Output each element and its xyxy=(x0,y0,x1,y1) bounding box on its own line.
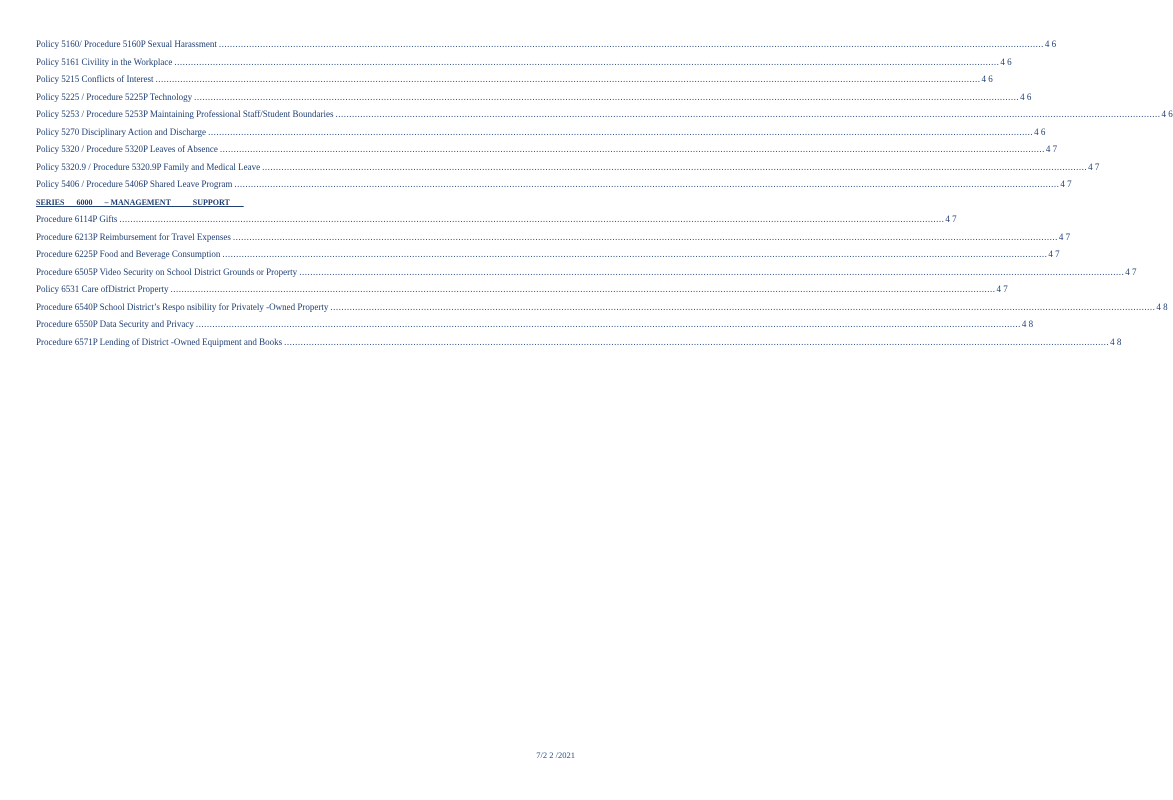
toc-entry[interactable] xyxy=(36,316,1034,334)
toc-entry-page: 4 6 xyxy=(1020,91,1032,102)
toc-entry[interactable] xyxy=(36,176,1072,194)
toc-entry[interactable] xyxy=(36,54,1012,72)
toc-entry-page: 4 7 xyxy=(1088,161,1100,172)
toc-entry-page: 4 7 xyxy=(1045,144,1058,154)
toc-entry-label: Policy 5161 Civility in the Workplace xyxy=(36,56,173,67)
series-heading[interactable]: SERIES 6000 – MANAGEMENT SUPPORT xyxy=(36,197,244,207)
toc-entry-label: Policy 5225 / Procedure 5225P Technology xyxy=(36,91,193,102)
toc-entry-label: Policy 5253 / Procedure 5253P Maintaining Professional Staff/Student Boundaries xyxy=(36,109,334,119)
leader-dots: ............................................................................................................................................................................................................................................................................................................ xyxy=(299,266,1125,277)
toc-entry-page: 4 7 xyxy=(1048,249,1060,259)
leader-dots: ............................................................................................................................................................................................................................................................................................................ xyxy=(335,109,1161,119)
toc-entry-label: Policy 5160/ Procedure 5160P Sexual Harassment xyxy=(36,39,217,49)
toc-entry-page: 4 6 xyxy=(1161,109,1173,119)
toc-entry[interactable] xyxy=(36,124,1046,142)
leader-dots: ............................................................................................................................................................................................................................................................................................................ xyxy=(155,74,981,84)
toc-entry-label: Policy 5320 / Procedure 5320P Leaves of Absence xyxy=(36,144,218,154)
toc-entry-label: Policy 6531 Care ofDistrict Property xyxy=(36,284,169,294)
toc-entry-page: 4 7 xyxy=(1060,179,1072,189)
toc-entry-page: 4 6 xyxy=(1034,126,1046,137)
table-of-contents xyxy=(36,36,1173,351)
toc-entry-label: Policy 5270 Disciplinary Action and Discharge xyxy=(36,126,207,137)
leader-dots: ............................................................................................................................................................................................................................................................................................................ xyxy=(330,301,1156,312)
leader-dots: ............................................................................................................................................................................................................................................................................................................ xyxy=(219,144,1045,154)
toc-entry[interactable] xyxy=(36,229,1071,247)
leader-dots: ............................................................................................................................................................................................................................................................................................................ xyxy=(222,249,1048,259)
toc-entry-page: 4 6 xyxy=(1044,39,1057,49)
toc-entry[interactable] xyxy=(36,159,1100,177)
toc-entry-label: Procedure 6540P School District’s Respo nsibility for Privately -Owned Property xyxy=(36,301,329,312)
footer-date: 7/2 2 /2021 xyxy=(536,750,575,760)
toc-entry-page: 4 8 xyxy=(1110,336,1122,347)
toc-entry-label: Policy 5215 Conflicts of Interest xyxy=(36,74,154,84)
leader-dots: ............................................................................................................................................................................................................................................................................................................ xyxy=(234,179,1060,189)
toc-entry-page: 4 6 xyxy=(981,74,993,84)
leader-dots: ............................................................................................................................................................................................................................................................................................................ xyxy=(174,56,1000,67)
leader-dots: ............................................................................................................................................................................................................................................................................................................ xyxy=(218,39,1044,49)
leader-dots: ............................................................................................................................................................................................................................................................................................................ xyxy=(119,214,945,224)
toc-entry-label: Procedure 6550P Data Security and Privacy xyxy=(36,319,194,329)
toc-entry-page: 4 7 xyxy=(1125,266,1137,277)
toc-entry[interactable] xyxy=(36,281,1008,299)
toc-entry[interactable] xyxy=(36,141,1058,159)
leader-dots: ............................................................................................................................................................................................................................................................................................................ xyxy=(284,336,1110,347)
leader-dots: ............................................................................................................................................................................................................................................................................................................ xyxy=(262,161,1088,172)
toc-entry[interactable] xyxy=(36,246,1060,264)
toc-entry-label: Procedure 6225P Food and Beverage Consumption xyxy=(36,249,221,259)
toc-entry[interactable] xyxy=(36,89,1032,107)
toc-entry-page: 4 7 xyxy=(945,214,957,224)
toc-entry-page: 4 8 xyxy=(1156,301,1168,312)
toc-entry-label: Policy 5320.9 / Procedure 5320.9P Family and Medical Leave xyxy=(36,161,261,172)
toc-entry[interactable] xyxy=(36,299,1168,317)
toc-entry-label: Procedure 6505P Video Security on School District Grounds or Property xyxy=(36,266,298,277)
toc-entry[interactable] xyxy=(36,71,993,89)
leader-dots: ............................................................................................................................................................................................................................................................................................................ xyxy=(195,319,1021,329)
toc-entry-page: 4 7 xyxy=(1058,231,1071,242)
toc-entry[interactable] xyxy=(36,334,1122,352)
toc-entry-label: Procedure 6114P Gifts xyxy=(36,214,118,224)
toc-entry[interactable] xyxy=(36,211,957,229)
toc-entry-label: Procedure 6571P Lending of District -Owned Equipment and Books xyxy=(36,336,283,347)
toc-entry-page: 4 7 xyxy=(996,284,1008,294)
toc-entry[interactable] xyxy=(36,106,1173,124)
leader-dots: ............................................................................................................................................................................................................................................................................................................ xyxy=(232,231,1058,242)
leader-dots: ............................................................................................................................................................................................................................................................................................................ xyxy=(208,126,1034,137)
toc-entry[interactable] xyxy=(36,264,1137,282)
toc-entry-page: 4 8 xyxy=(1021,319,1034,329)
leader-dots: ............................................................................................................................................................................................................................................................................................................ xyxy=(194,91,1020,102)
toc-entry-label: Policy 5406 / Procedure 5406P Shared Leave Program xyxy=(36,179,233,189)
toc-entry-page: 4 6 xyxy=(1000,56,1012,67)
leader-dots: ............................................................................................................................................................................................................................................................................................................ xyxy=(170,284,996,294)
toc-entry[interactable] xyxy=(36,36,1057,54)
toc-entry-label: Procedure 6213P Reimbursement for Travel Expenses xyxy=(36,231,231,242)
